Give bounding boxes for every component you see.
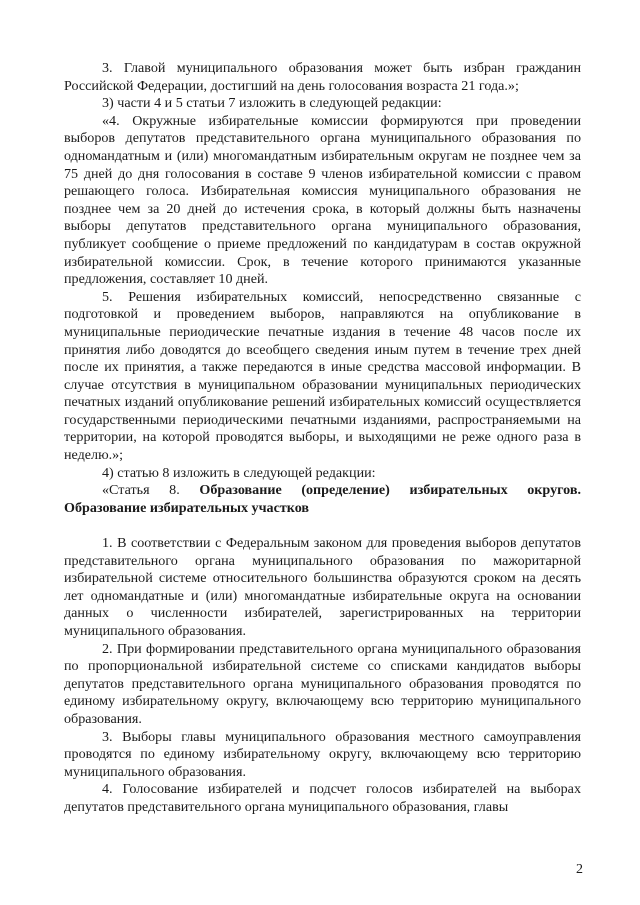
article-heading bbox=[64, 482, 581, 517]
article-paragraph-4: 4. Голосование избирателей и подсчет голосов избирателей на выборах депутатов представительного органа муниципального образования, главы bbox=[64, 781, 581, 815]
article-heading-prefix: «Статья 8. bbox=[102, 482, 200, 499]
paragraph-item-3: 3. Главой муниципального образования может быть избран гражданин Российской Федерации, достигший на день голосования возраста 21 года.»; bbox=[64, 60, 581, 94]
page-number: 2 bbox=[576, 862, 583, 877]
paragraph-amendment-3: 3) части 4 и 5 статьи 7 изложить в следующей редакции: bbox=[102, 95, 442, 112]
paragraph-part-4: «4. Окружные избирательные комиссии формируются при проведении выборов депутатов представительного органа муниципального образования по одномандатным и (или) многомандатным избирательным округам не позднее чем за 75 дней до дня голосования в составе 9 членов избирательной комиссии с правом решающего голоса. Избирательная комиссия муниципального образования не позднее чем за 20 дней до истечения срока, в который должны быть назначены выборы депутатов представительного органа муниципального образования, публикует сообщение о приеме предложений по кандидатурам в состав окружной избирательной комиссии. Срок, в течение которого принимаются указанные предложения, составляет 10 дней. bbox=[64, 112, 581, 288]
paragraph-amendment-4: 4) статью 8 изложить в следующей редакции: bbox=[102, 464, 376, 481]
article-paragraph-1: 1. В соответствии с Федеральным законом для проведения выборов депутатов представительного органа муниципального образования по мажоритарной избирательной системе относительного большинства образуются сроком на десять лет одномандатные и (или) многомандатные избирательные округа на основании данных о численности избирателей, зарегистрированных на территории муниципального образования. bbox=[64, 535, 581, 639]
article-paragraph-3: 3. Выборы главы муниципального образования местного самоуправления проводятся по единому избирательному округу, включающему всю территорию муниципального образования. bbox=[64, 728, 581, 780]
article-paragraph-2: 2. При формировании представительного органа муниципального образования по пропорциональной избирательной системе со списками кандидатов выборы депутатов представительного органа муниципального образования проводятся по единому избирательному округу, включающему всю территорию муниципального образования. bbox=[64, 640, 581, 727]
paragraph-part-5: 5. Решения избирательных комиссий, непосредственно связанные с подготовкой и проведением выборов, направляются на опубликование в муниципальные периодические печатные издания в течение 48 часов после их принятия либо доводятся до всеобщего сведения иным путем в течение трех дней после их принятия, а также передаются в иные средства массовой информации. В случае отсутствия в муниципальном образовании муниципальных периодических печатных изданий опубликование решений избирательных комиссий осуществляется государственными периодическими печатными изданиями, распространяемыми на территории, на которой проводятся выборы, и выходящими не реже одного раза в неделю.»; bbox=[64, 288, 581, 464]
document-page bbox=[64, 60, 581, 817]
article-heading-title: Образование (определение) избирательных округов. Образование избирательных участков bbox=[64, 482, 581, 516]
